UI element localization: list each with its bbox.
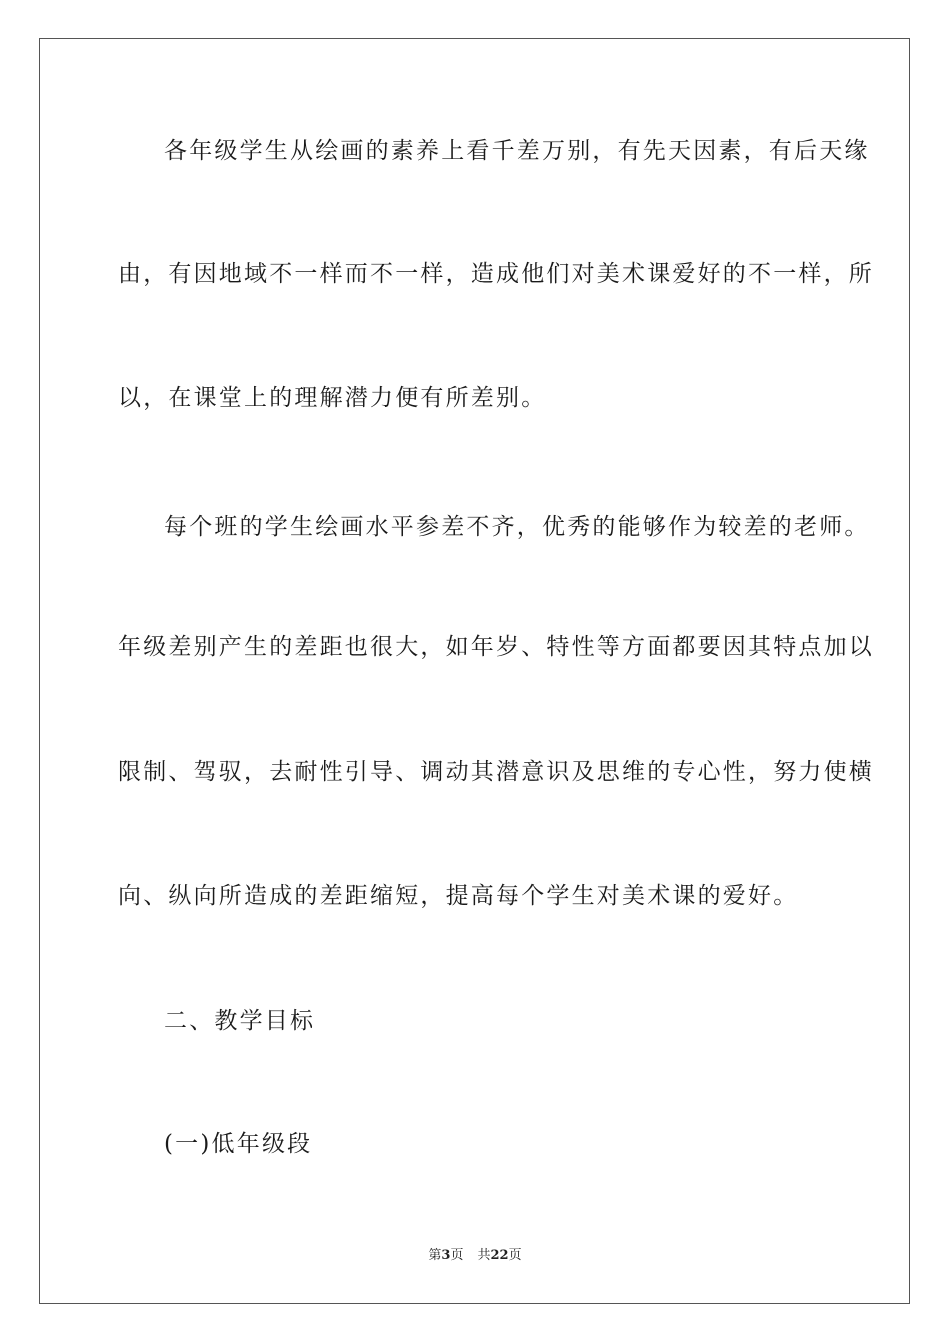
paragraph-2-line-4: 向、纵向所造成的差距缩短，提高每个学生对美术课的爱好。 [118, 883, 799, 909]
subsection-heading: (一)低年级段 [164, 1131, 313, 1157]
footer-page-number: 3 [441, 1248, 451, 1263]
footer-page-prefix: 第 [428, 1248, 442, 1263]
footer-total-prefix: 共 [477, 1248, 491, 1263]
footer-total-pages: 22 [490, 1248, 509, 1263]
paragraph-1-line-1: 各年级学生从绘画的素养上看千差万别，有先天因素，有后天缘 [164, 138, 870, 164]
paragraph-1-line-2: 由，有因地域不一样而不一样，造成他们对美术课爱好的不一样，所 [118, 261, 874, 287]
page-footer [0, 1248, 950, 1264]
section-heading: 二、教学目标 [164, 1008, 316, 1034]
paragraph-2-line-1: 每个班的学生绘画水平参差不齐，优秀的能够作为较差的老师。 [164, 514, 870, 540]
paragraph-2-line-2: 年级差别产生的差距也很大，如年岁、特性等方面都要因其特点加以 [118, 634, 874, 660]
footer-total-suffix: 页 [508, 1248, 522, 1263]
footer-page-suffix: 页 [450, 1248, 464, 1263]
page-border [39, 38, 910, 1304]
paragraph-2-line-3: 限制、驾驭，去耐性引导、调动其潜意识及思维的专心性，努力使横 [118, 759, 874, 785]
paragraph-1-line-3: 以，在课堂上的理解潜力便有所差别。 [118, 385, 547, 411]
